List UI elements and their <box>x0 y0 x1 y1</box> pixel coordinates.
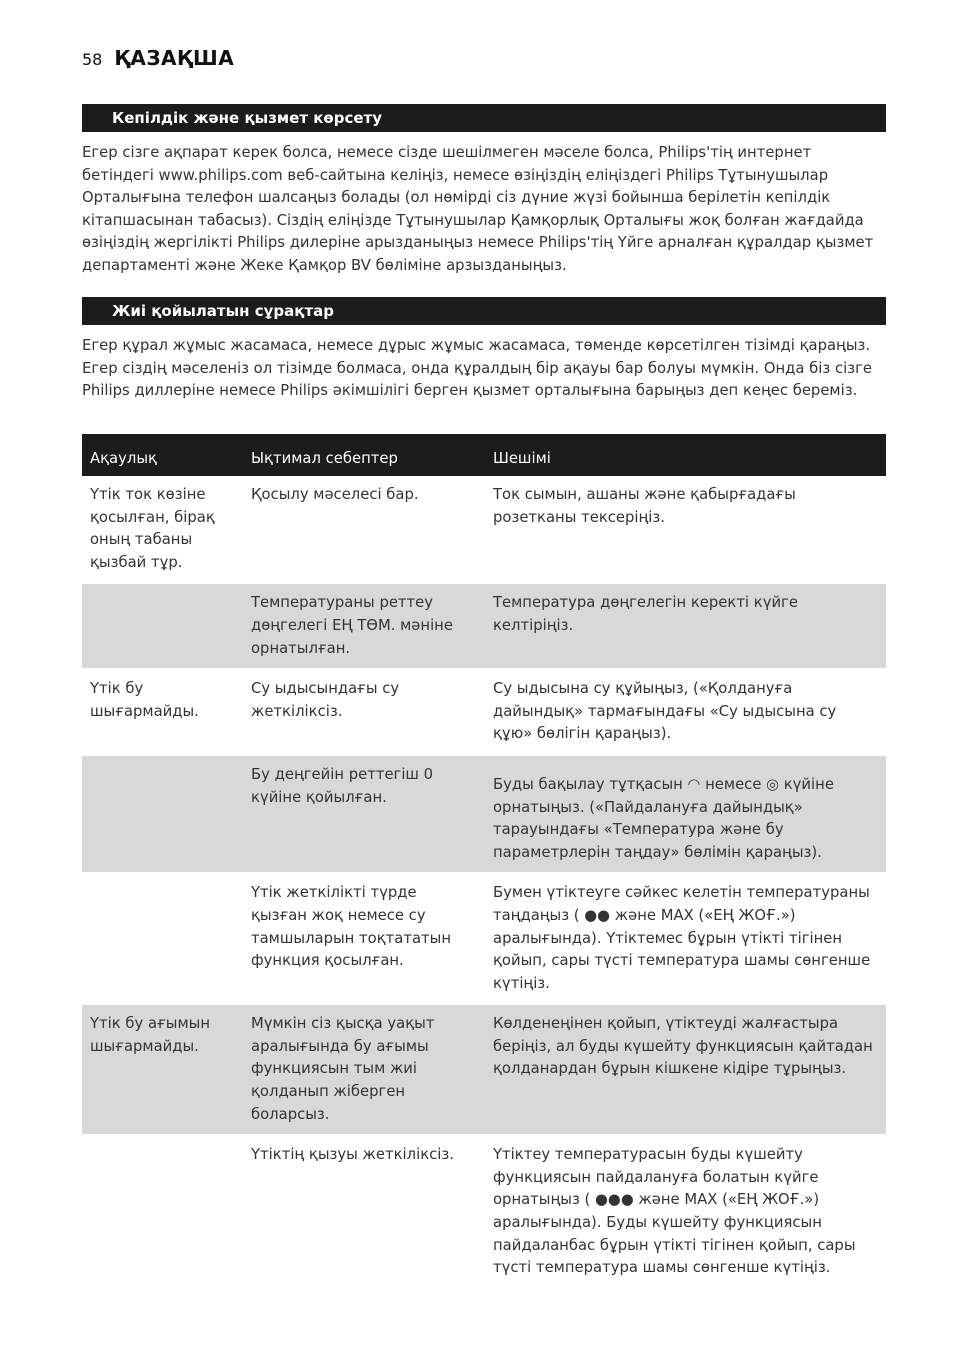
page-language-title: ҚАЗАҚША <box>114 46 235 70</box>
table-row <box>82 755 886 873</box>
table-row <box>82 476 886 583</box>
warranty-paragraph: Егер сізге ақпарат керек болса, немесе сізде шешілмеген мәселе болса, Philips'тің интернет бетіндегі www.philips.com веб-сайтына келіңіз, немесе өзіңіздің еліңіздегі Philips Тұтынушылар Орталығына телефон шалсаңыз болады (ол нөмірді сіз дүние жүзі бойынша берілетін кепілдік кітапшасынан табасыз). Сіздің еліңізде Тұтынушылар Қамқорлық Орталығы жоқ болған жағдайда өзіңіздің жергілікті Philips дилеріне арызданыңыз немесе Philips'тің Үйге арналған құралдар қызмет департаменті және Жеке Қамқор BV бөліміне арзызданыңыз. <box>82 144 874 274</box>
cell-cause: Температураны реттеу дөңгелегі ЕҢ ТӨМ. мәніне орнатылған. <box>243 583 485 669</box>
table-row <box>82 1135 886 1289</box>
cell-solution: Үтіктеу температурасын буды күшейту функциясын пайдалануға болатын күйге орнатыңыз ( ●●● және MAX («ЕҢ ЖОҒ.») аралығында). Буды күшейту функциясын пайдаланбас бұрын үтікті тігінен қойып, сары түсті температура шамы сөнгенше күтіңіз. <box>485 1135 886 1289</box>
cell-solution: Ток сымын, ашаны және қабырғадағы розетканы тексеріңіз. <box>485 476 886 583</box>
cell-cause: Су ыдысындағы су жеткіліксіз. <box>243 669 485 755</box>
cell-cause: Бу деңгейін реттегіш 0 күйіне қойылған. <box>243 755 485 873</box>
cell-solution: Температура дөңгелегін керекті күйге келтіріңіз. <box>485 583 886 669</box>
cell-cause: Үтік жеткілікті түрде қызған жоқ немесе су тамшыларын тоқтататын функция қосылған. <box>243 873 485 1004</box>
faq-section-heading: Жиі қойылатын сұрақтар <box>82 297 886 325</box>
table-row <box>82 873 886 1004</box>
table-row <box>82 669 886 755</box>
cell-problem <box>82 755 243 873</box>
cell-solution: Көлденеңінен қойып, үтіктеуді жалғастыра беріңіз, ал буды күшейту функциясын қайтадан қолданардан бұрын кішкене кідіре тұрыңыз. <box>485 1004 886 1135</box>
header-solution: Шешімі <box>485 434 886 476</box>
table-row <box>82 583 886 669</box>
troubleshooting-table <box>82 434 886 1290</box>
page-number: 58 <box>82 50 103 69</box>
cell-cause: Қосылу мәселесі бар. <box>243 476 485 583</box>
cell-problem <box>82 1135 243 1289</box>
table-row <box>82 1004 886 1135</box>
cell-solution: Су ыдысына су құйыңыз, («Қолдануға дайындық» тармағындағы «Су ыдысына су құю» бөлігін қараңыз). <box>485 669 886 755</box>
table-header-row <box>82 434 886 476</box>
warranty-section-heading: Кепілдік және қызмет көрсету <box>82 104 886 132</box>
cell-problem: Үтік бу шығармайды. <box>82 669 243 755</box>
faq-intro-paragraph: Егер құрал жұмыс жасамаса, немесе дұрыс жұмыс жасамаса, төменде көрсетілген тізімді қараңыз. Егер сіздің мәселеніз ол тізімде болмаса, онда құралдың бір ақауы бар болуы мүмкін. Онда біз сізге Philips диллеріне немесе Philips әкімшілігі берген қызмет орталығына барыңыз деп кеңес береміз. <box>82 337 872 400</box>
cell-cause: Мүмкін сіз қысқа уақыт аралығында бу ағымы функциясын тым жиі қолданып жіберген боларсыз. <box>243 1004 485 1135</box>
cell-problem: Үтік ток көзіне қосылған, бірақ оның табаны қызбай тұр. <box>82 476 243 583</box>
cell-problem <box>82 873 243 1004</box>
header-cause: Ықтимал себептер <box>243 434 485 476</box>
cell-solution: Буды бақылау тұтқасын ◠ немесе ◎ күйіне орнатыңыз. («Пайдалануға дайындық» тарауындағы «Температура және бу параметрлерін таңдау» бөлімін қараңыз). <box>485 755 886 873</box>
header-problem: Ақаулық <box>82 434 243 476</box>
cell-problem: Үтік бу ағымын шығармайды. <box>82 1004 243 1135</box>
cell-problem <box>82 583 243 669</box>
cell-cause: Үтіктің қызуы жеткіліксіз. <box>243 1135 485 1289</box>
cell-solution: Бумен үтіктеуге сәйкес келетін температураны таңдаңыз ( ●● және MAX («ЕҢ ЖОҒ.») аралығында). Үтіктемес бұрын үтікті тігінен қойып, сары түсті температура шамы сөнгенше күтіңіз. <box>485 873 886 1004</box>
page-header <box>82 46 234 70</box>
